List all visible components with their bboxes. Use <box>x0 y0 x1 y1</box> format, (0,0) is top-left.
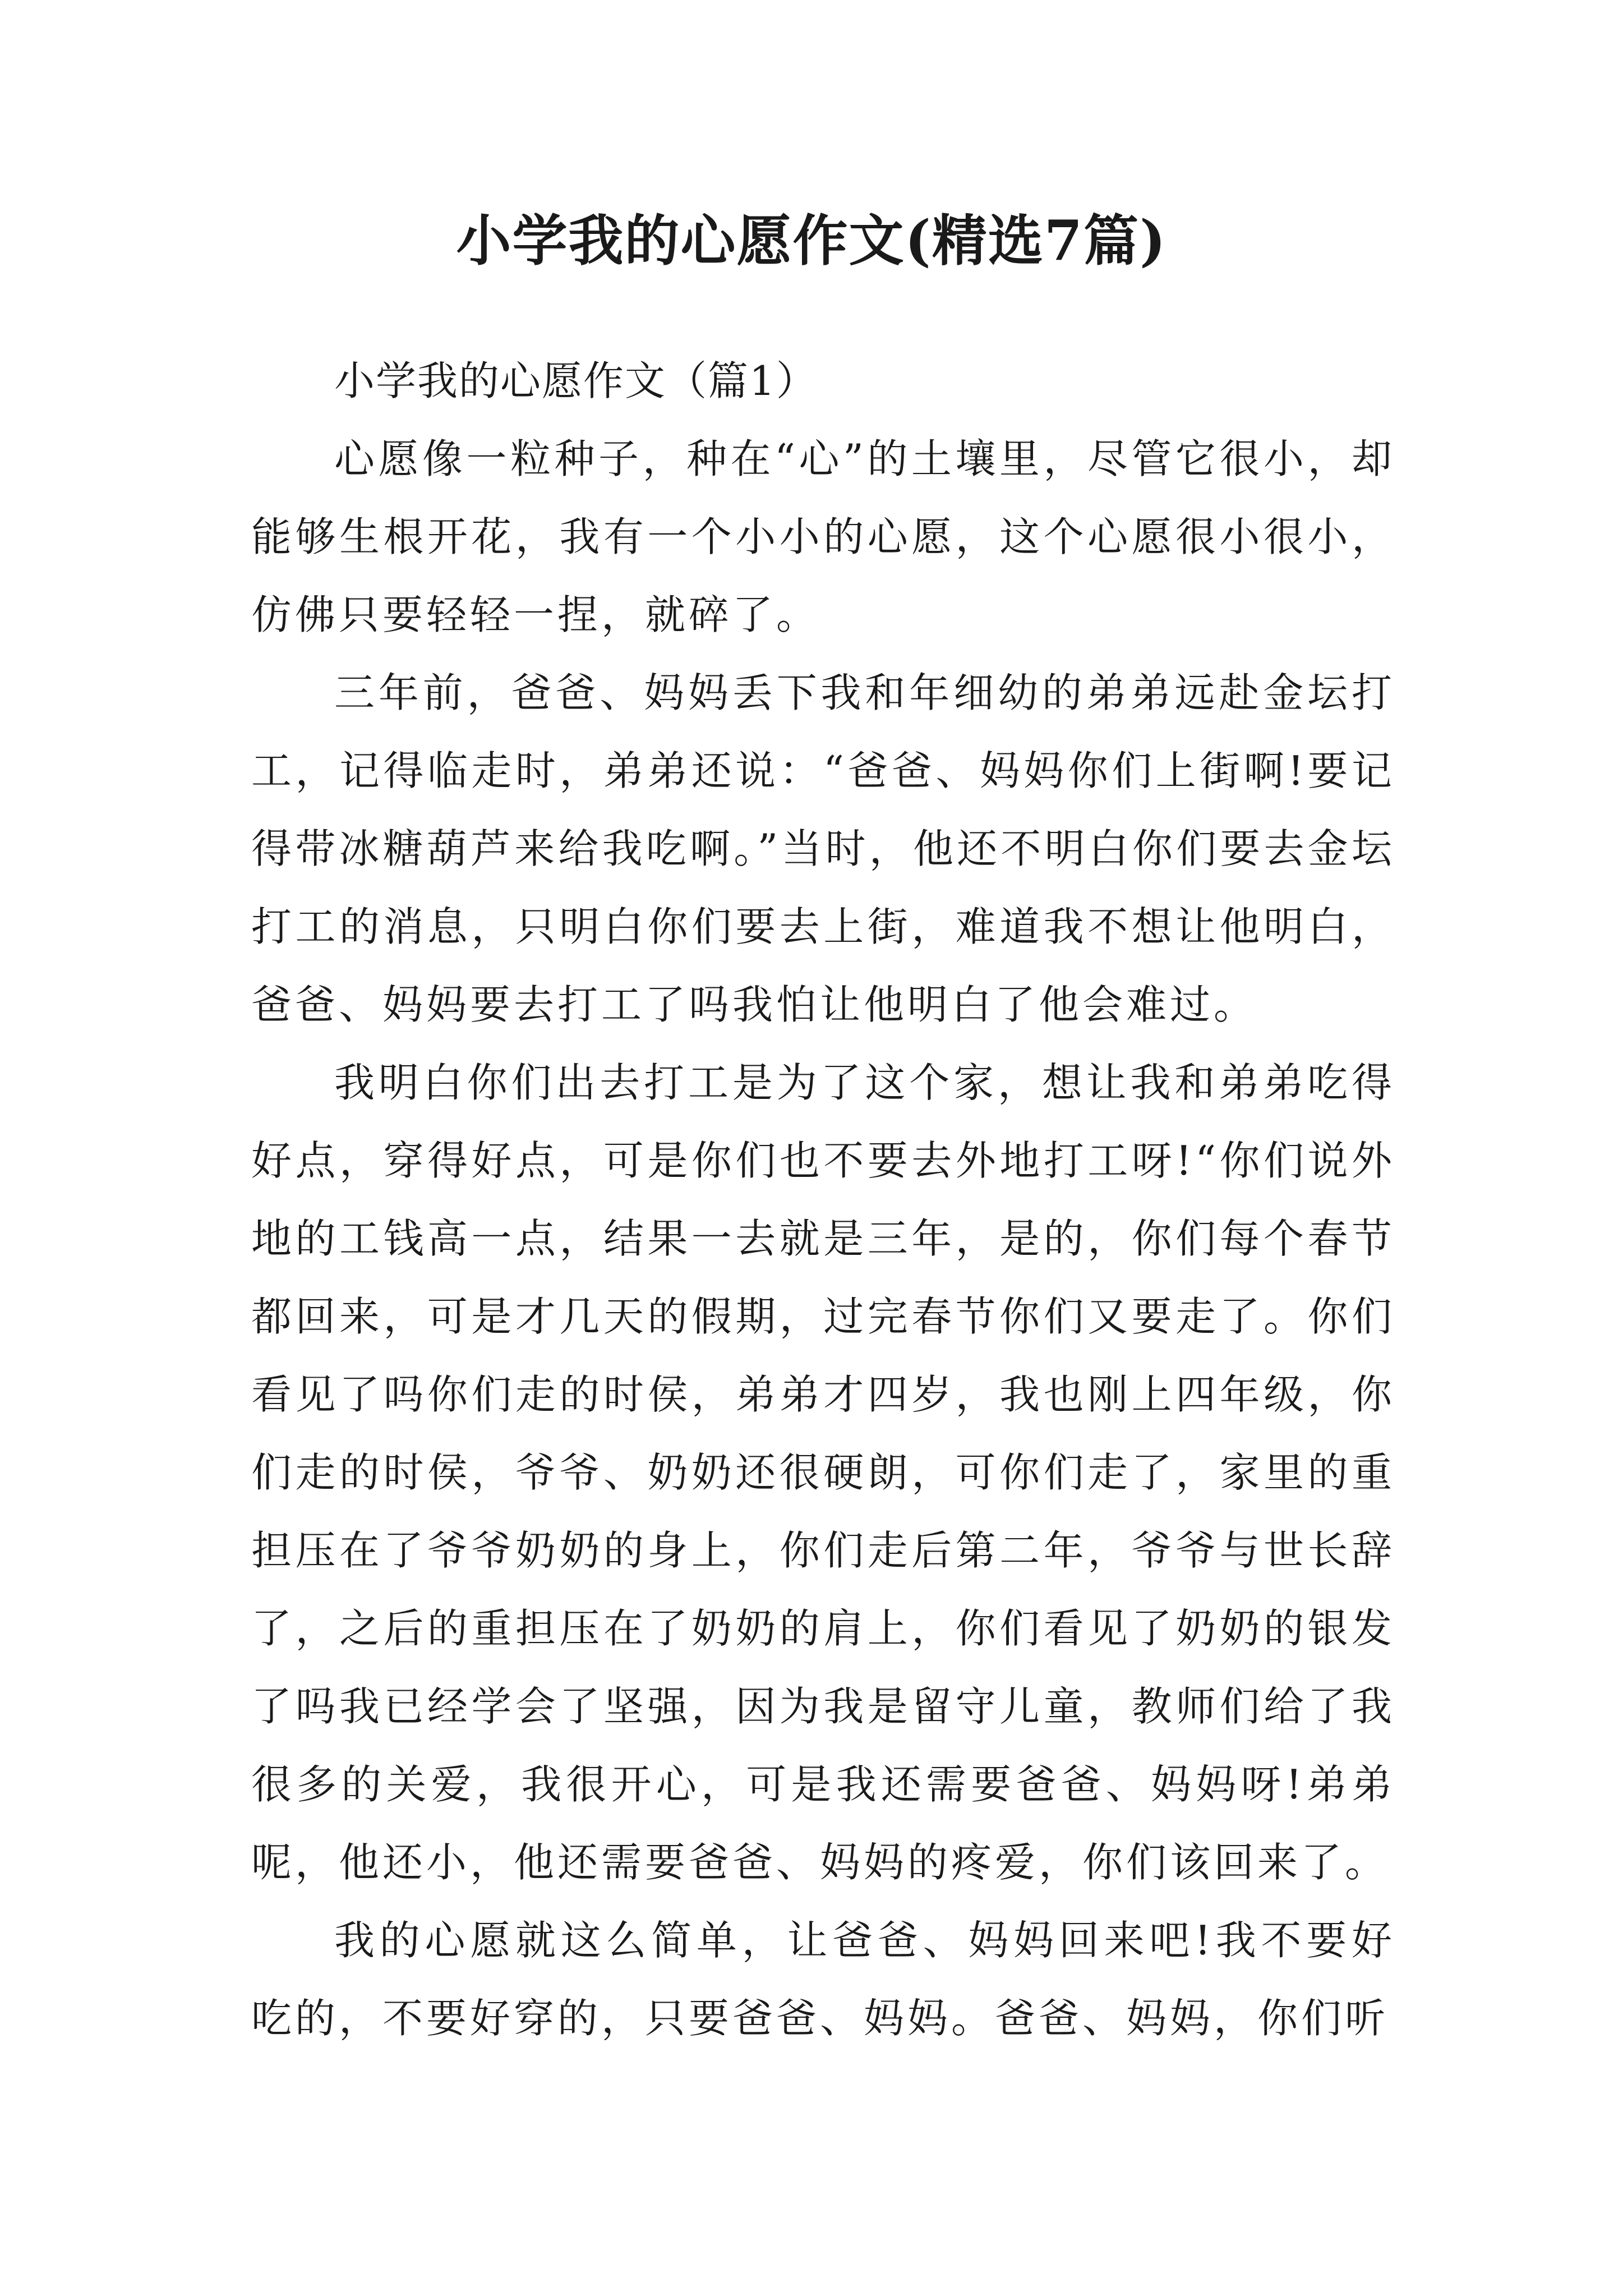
paragraph: 三年前，爸爸、妈妈丢下我和年细幼的弟弟远赴金坛打工，记得临走时，弟弟还说：“爸爸、妈妈你们上街啊!要记得带冰糖葫芦来给我吃啊。”当时，他还不明白你们要去金坛打工的消息，只明白你们要去上街，难道我不想让他明白，爸爸、妈妈要去打工了吗我怕让他明白了他会难过。 <box>251 669 1395 1028</box>
document-body <box>251 342 1395 2058</box>
section-heading: 小学我的心愿作文（篇1） <box>334 357 818 404</box>
paragraph: 我的心愿就这么简单，让爸爸、妈妈回来吧!我不要好吃的，不要好穿的，只要爸爸、妈妈。爸爸、妈妈，你们听 <box>251 1917 1395 2042</box>
document-title: 小学我的心愿作文(精选7篇) <box>456 209 1167 273</box>
paragraph: 我明白你们出去打工是为了这个家，想让我和弟弟吃得好点，穿得好点，可是你们也不要去外地打工呀!“你们说外地的工钱高一点，结果一去就是三年，是的，你们每个春节都回来，可是才几天的假期，过完春节你们又要走了。你们看见了吗你们走的时侯，弟弟才四岁，我也刚上四年级，你们走的时侯，爷爷、奶奶还很硬朗，可你们走了，家里的重担压在了爷爷奶奶的身上，你们走后第二年，爷爷与世长辞了，之后的重担压在了奶奶的肩上，你们看见了奶奶的银发了吗我已经学会了坚强，因为我是留守儿童，教师们给了我很多的关爱，我很开心，可是我还需要爸爸、妈妈呀!弟弟呢，他还小，他还需要爸爸、妈妈的疼爱，你们该回来了。 <box>251 1059 1395 1886</box>
paragraph: 心愿像一粒种子，种在“心”的土壤里，尽管它很小，却能够生根开花，我有一个小小的心愿，这个心愿很小很小，仿佛只要轻轻一捏，就碎了。 <box>251 435 1395 638</box>
